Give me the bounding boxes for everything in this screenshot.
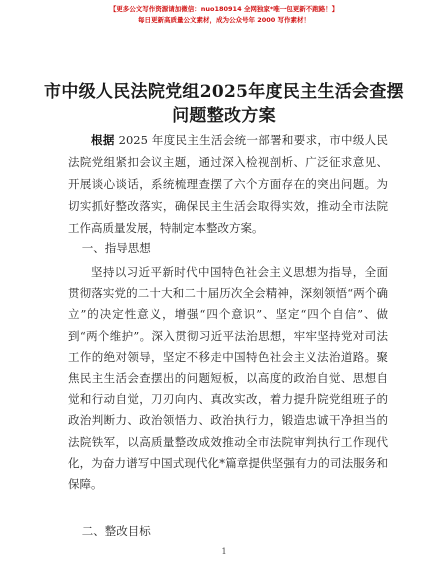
- section-heading-guiding-ideology: 一、指导思想: [81, 241, 151, 255]
- page-number: 1: [221, 547, 227, 556]
- promo-banner: [0, 4, 448, 26]
- section-heading-rectification-goals: 二、整改目标: [81, 524, 151, 538]
- intro-paragraph: [68, 129, 388, 239]
- promo-banner-line-1: 【更多公文写作资源请加微信：nuo180914 全网独家*唯一包更新不跑路！】: [109, 5, 339, 13]
- section-paragraph-guiding-ideology: 坚持以习近平新时代中国特色社会主义思想为指导，全面贯彻落实党的二十大和二十届历次全会精神，深刻领悟“两个确立”的决定性意义，增强“四个意识”、坚定“四个自信”、做到“两个维护”。深入贯彻习近平法治思想，牢牢坚持党对司法工作的绝对领导，坚定不移走中国特色社会主义法治道路。聚焦民主生活会查摆出的问题短板，以高度的政治自觉、思想自觉和行动自觉，刀刃向内、真改实改，着力提升院党组班子的政治判断力、政治领悟力、政治执行力，锻造忠诚干净担当的法院铁军，以高质量整改成效推动全市法院审判执行工作现代化，为奋力谱写中国式现代化*篇章提供坚强有力的司法服务和保障。: [68, 265, 388, 492]
- intro-lead: 根据: [91, 133, 115, 147]
- intro-text: 2025 年度民主生活会统一部署和要求，市中级人民法院党组紧扣会议主题，通过深入检视剖析、广泛征求意见、开展谈心谈话，系统梳理查摆了六个方面存在的突出问题。为切实抓好整改落实，确保民主生活会取得实效，推动全市法院工作高质量发展，特制定本整改方案。: [68, 133, 389, 235]
- promo-banner-line-2: 每日更新高质量公文素材，成为公众号年 2000 写作素材！: [137, 16, 311, 24]
- document-title: 市中级人民法院党组2025年度民主生活会查摆问题整改方案: [44, 82, 404, 126]
